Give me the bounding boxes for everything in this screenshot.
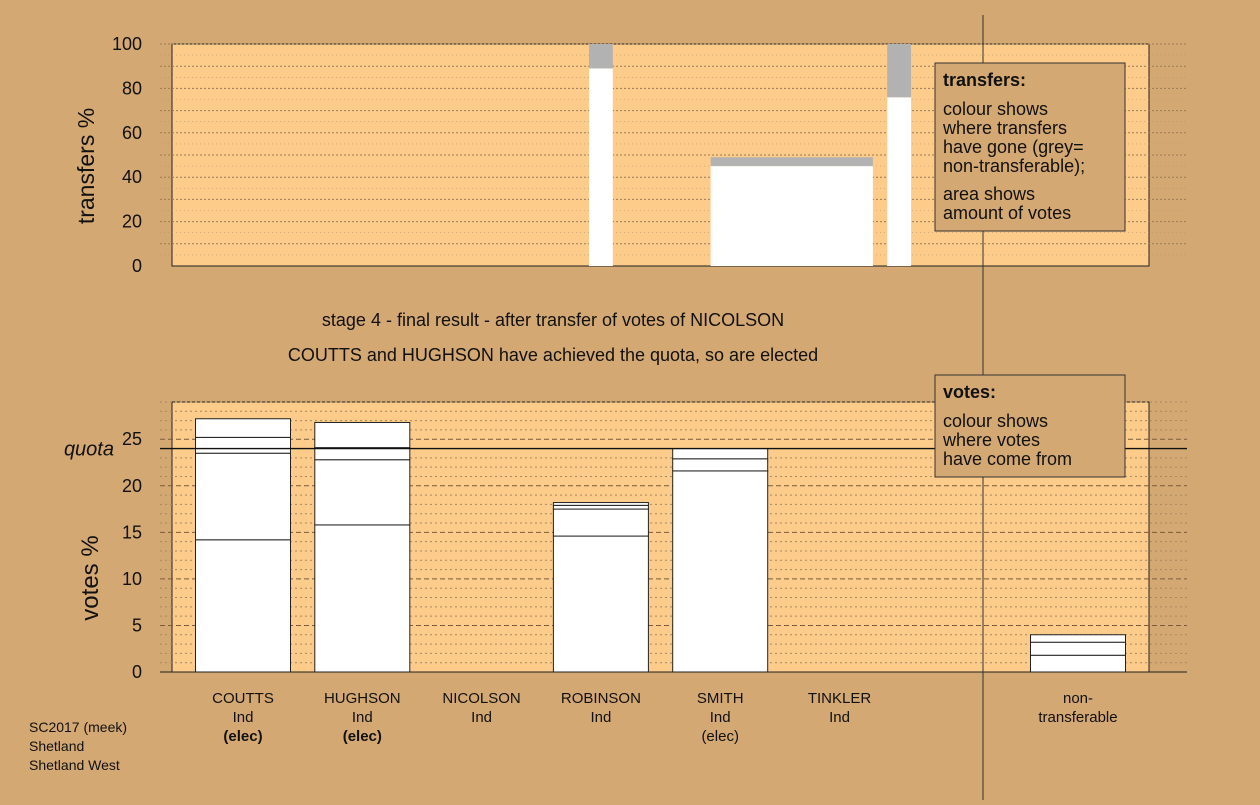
candidate-name-label: TINKLER — [807, 690, 872, 707]
vote-segment — [673, 471, 768, 672]
candidate-status-label: (elec) — [342, 728, 382, 745]
transfers-legend-line: non-transferable); — [943, 156, 1086, 176]
transfers-y-tick-label: 0 — [131, 256, 142, 276]
footer-line: SC2017 (meek) — [29, 719, 128, 735]
vote-segment — [1031, 635, 1126, 642]
votes-y-tick-label: 10 — [121, 568, 142, 589]
elected-subtitle: COUTTS and HUGHSON have achieved the quota, so are elected — [287, 345, 819, 365]
candidate-name-label: SMITH — [696, 690, 744, 707]
transfer-bar-transferable — [887, 97, 911, 266]
transfer-bar-nontransferable — [711, 157, 873, 166]
candidate-name-label: COUTTS — [212, 690, 274, 707]
transfers-legend-line: amount of votes — [943, 203, 1072, 223]
transfers-y-tick-label: 40 — [121, 167, 142, 188]
transfers-legend-heading: transfers: — [943, 70, 1027, 90]
nontransferable-label: non- — [1062, 690, 1094, 707]
candidate-party-label: Ind — [709, 709, 731, 726]
vote-segment — [315, 422, 410, 447]
transfers-legend-line: colour shows — [943, 99, 1049, 119]
votes-y-axis-label: votes % — [77, 535, 104, 621]
votes-legend — [935, 375, 1125, 477]
transfers-legend-line: area shows — [943, 184, 1036, 204]
transfers-legend-line: where transfers — [943, 118, 1068, 138]
vote-segment — [553, 536, 648, 672]
transfers-y-tick-label: 60 — [121, 122, 142, 143]
candidate-name-label: ROBINSON — [560, 690, 641, 707]
candidate-status-label: (elec) — [223, 728, 263, 745]
candidate-party-label: Ind — [351, 709, 373, 726]
stage-title: stage 4 - final result - after transfer of votes of NICOLSON — [321, 310, 785, 330]
quota-label: quota — [63, 438, 114, 461]
votes-y-tick-label: 15 — [121, 522, 142, 543]
vote-segment — [315, 460, 410, 525]
transfer-bar-nontransferable — [887, 44, 911, 97]
vote-segment — [553, 509, 648, 536]
transfers-y-tick-label: 100 — [111, 34, 142, 54]
vote-segment — [196, 437, 291, 453]
vote-segment — [196, 540, 291, 672]
candidate-name-label: HUGHSON — [323, 690, 401, 707]
votes-y-tick-label: 25 — [121, 429, 142, 450]
vote-segment — [553, 503, 648, 506]
candidate-name-label: NICOLSON — [442, 690, 521, 707]
candidate-status-label: (elec) — [701, 728, 739, 745]
candidate-party-label: Ind — [829, 709, 850, 726]
transfer-bar-transferable — [589, 68, 613, 266]
footer-line: Shetland — [29, 738, 85, 754]
votes-legend-line: colour shows — [943, 411, 1049, 431]
votes-legend-heading: votes: — [943, 382, 997, 402]
transfers-legend-line: have gone (grey= — [943, 137, 1084, 157]
votes-legend-line: have come from — [943, 449, 1073, 469]
vote-segment — [315, 448, 410, 460]
transfers-legend — [935, 63, 1125, 231]
nontransferable-label: transferable — [1038, 709, 1118, 726]
vote-segment — [196, 453, 291, 540]
vote-segment — [553, 505, 648, 509]
votes-y-tick-label: 5 — [131, 615, 142, 636]
candidate-party-label: Ind — [232, 709, 254, 726]
vote-segment — [673, 459, 768, 471]
vote-segment — [1031, 642, 1126, 655]
votes-legend-line: where votes — [943, 430, 1041, 450]
transfer-bar-nontransferable — [589, 44, 613, 68]
candidate-party-label: Ind — [590, 709, 612, 726]
votes-y-tick-label: 20 — [121, 475, 142, 496]
footer-line: Shetland West — [29, 757, 120, 773]
transfers-y-axis-label: transfers % — [73, 107, 99, 225]
votes-y-tick-label: 0 — [131, 662, 142, 682]
vote-segment — [196, 419, 291, 438]
vote-segment — [315, 525, 410, 672]
vote-segment — [1031, 655, 1126, 672]
transfers-y-tick-label: 80 — [121, 78, 142, 99]
candidate-party-label: Ind — [471, 709, 493, 726]
transfers-y-tick-label: 20 — [121, 211, 142, 232]
vote-segment — [673, 449, 768, 459]
transfer-bar-transferable — [711, 166, 873, 266]
